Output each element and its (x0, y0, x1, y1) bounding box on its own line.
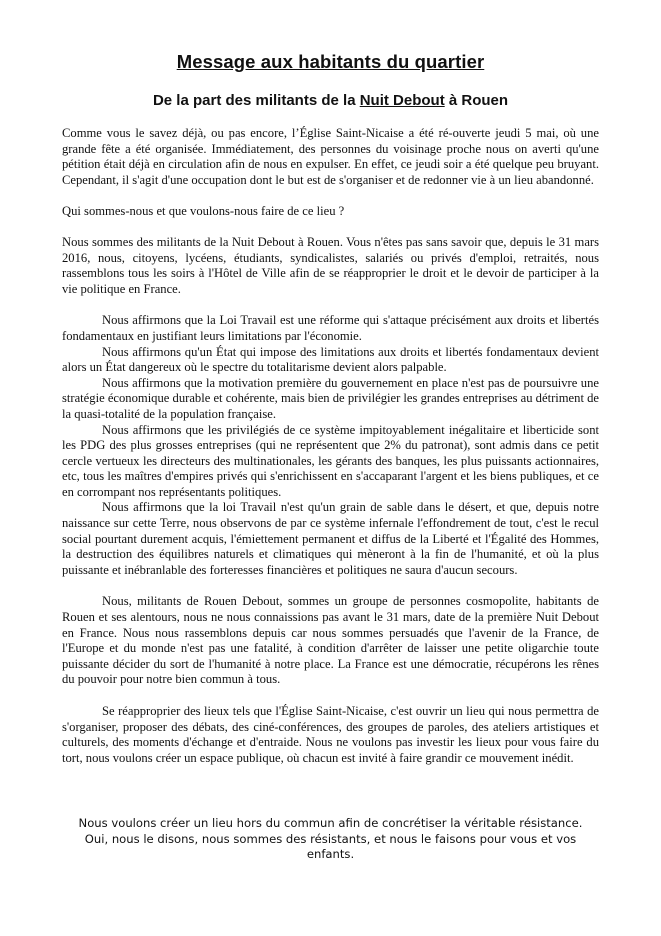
paragraph-intro: Comme vous le savez déjà, ou pas encore, l’Église Saint-Nicaise a été ré-ouverte jeudi 5 mai, où une grande fête a été organisée. Immédiatement, des personnes du voisinage proche nous on averti qu'une pétition était déjà en circulation afin de nous en expulser. En effet, ce jeudi soir a été quelque peu bruyant. Cependant, il s'agit d'une occupation dont le but est de s'organiser et de redonner vie à un lieu abandonné. (62, 126, 599, 187)
subtitle-suffix: à Rouen (444, 92, 509, 109)
paragraph-affirm-1: Nous affirmons que la Loi Travail est une réforme qui s'attaque précisément aux droits et libertés fondamentaux en justifiant leurs limitations par l'économie. (62, 313, 599, 343)
document-body (62, 126, 599, 766)
paragraph-affirm-3: Nous affirmons que la motivation première du gouvernement en place n'est pas de poursuivre une stratégie économique durable et cohérente, mais bien de privilégier les grandes entreprises au détriment de la quasi-totalité de la population française. (62, 375, 599, 421)
subtitle-prefix: De la part des militants de la (152, 92, 360, 109)
paragraph-group: Nous, militants de Rouen Debout, sommes un groupe de personnes cosmopolite, habitants de Rouen et ses alentours, nous ne nous connaissions pas avant le 31 mars, date de la première Nuit Debout en France. Nous nous rassemblons depuis car nous sommes persuadés que l'avenir de la France, de l'Europe et du monde n'est pas une fatalité, à condition d'arrêter de laisser une petite oligarchie toute puissante décider du sort de l'humanité à notre place. La France est une démocratie, récupérons les rênes du pouvoir pour notre bien commun à tous. (62, 594, 599, 687)
paragraph-affirm-5: Nous affirmons que la loi Travail n'est qu'un grain de sable dans le désert, et que, depuis notre naissance sur cette Terre, nous observons de par ce système infernale l'effondrement de tout, c'est le recul social pourtant durement acquis, l'émiettement permanent et diffus de la Liberté et l'Égalité des Hommes, la destruction des équilibres naturels et climatiques qui mèneront à la fin de l'humanité, et où la plus puissante et inébranlable des forteresses financières et politiques ne saura d'aucun secours. (62, 500, 599, 577)
subtitle-highlight: Nuit Debout (359, 92, 445, 109)
document-title: Message aux habitants du quartier (176, 51, 485, 72)
paragraph-affirm-2: Nous affirmons qu'un État qui impose des limitations aux droits et libertés fondamentaux devient alors un État dangereux où le spectre du totalitarisme devient alors palpable. (62, 344, 599, 375)
paragraph-who: Nous sommes des militants de la Nuit Debout à Rouen. Vous n'êtes pas sans savoir que, depuis le 31 mars 2016, nous, citoyens, lycéens, étudiants, syndicalistes, salariés ou privés d'emploi, retraités, nous rassemblons tous les soirs à l'Hôtel de Ville afin de se réapproprier le droit et le devoir de participer à la vie politique en France. (62, 234, 599, 296)
paragraph-question: Qui sommes-nous et que voulons-nous faire de ce lieu ? (62, 203, 345, 218)
closing-line-1: Nous voulons créer un lieu hors du commun afin de concrétiser la véritable résistance. (78, 816, 583, 830)
document-subtitle (0, 92, 661, 109)
paragraph-reappropriate: Se réapproprier des lieux tels que l'Église Saint-Nicaise, c'est ouvrir un lieu qui nous permettra de s'organiser, proposer des débats, des ciné-conférences, des groupes de paroles, des ateliers artistiques et culturels, des moments d'échange et d'entraide. Nous ne voulons pas investir les lieux pour vous faire du tort, nous voulons créer un espace publique, où chacun est invité à faire grandir ce mouvement inédit. (62, 704, 599, 765)
closing-line-2: Oui, nous le disons, nous sommes des résistants, et nous le faisons pour vous et vos enfants. (84, 831, 577, 862)
paragraph-affirm-4: Nous affirmons que les privilégiés de ce système impitoyablement inégalitaire et liberticide sont les PDG des plus grosses entreprises (qui ne représentent que 2% du patronat), sont admis dans ce petit cercle vertueux les directeurs des multinationales, les gérants des banques, les plus puissants actionnaires, etc, tous les maîtres d'empires privés qui s'enrichissent en s'accaparant l'argent et les biens publiques, et ce en corrompant nos représentants politiques. (62, 422, 599, 499)
closing-statement (62, 816, 599, 863)
